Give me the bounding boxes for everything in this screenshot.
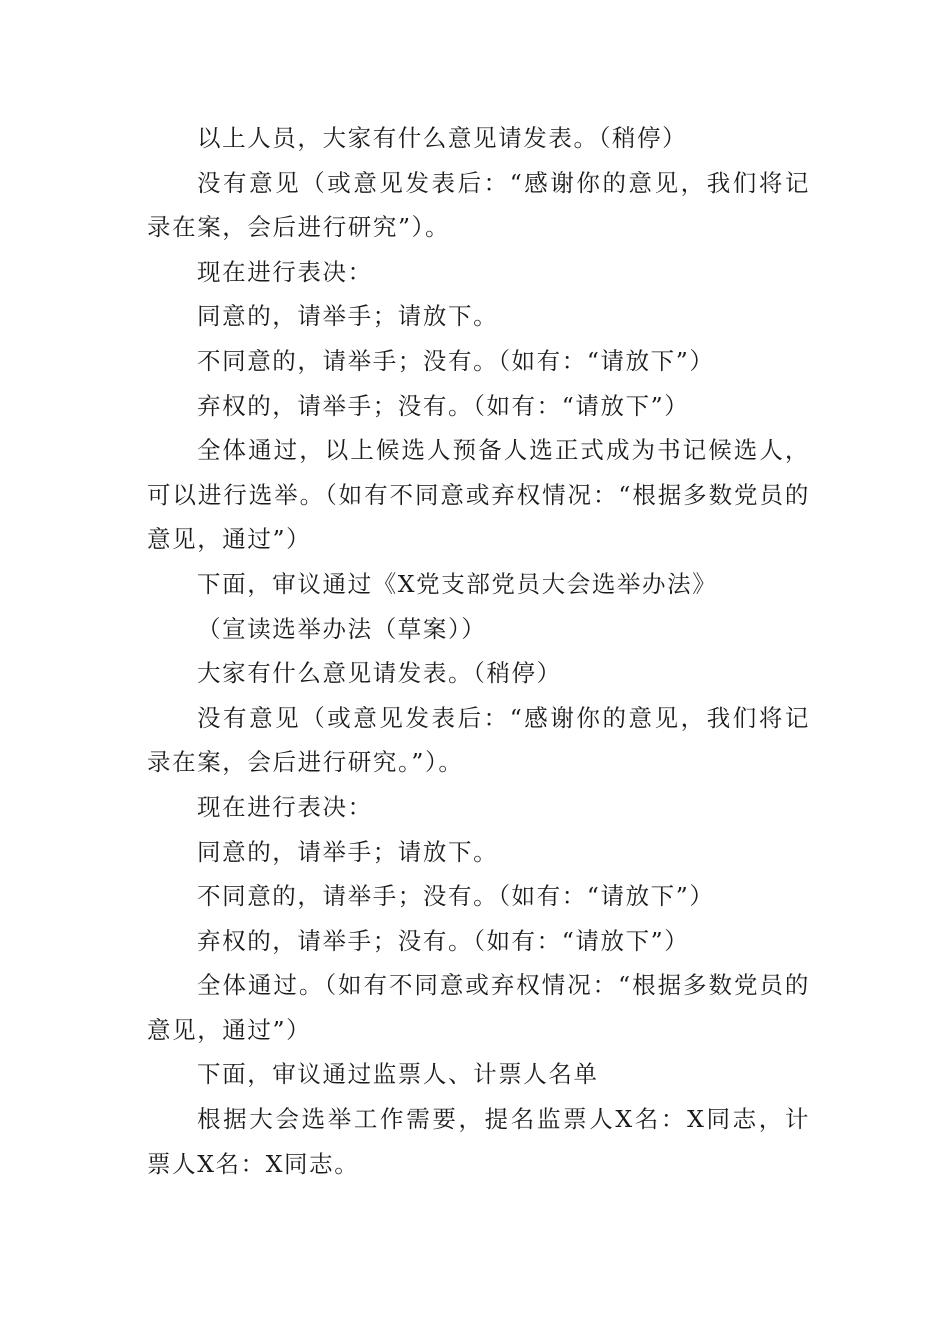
paragraph-vote-abstain: 弃权的，请举手；没有。（如有：“请放下”） (197, 391, 690, 420)
paragraph-vote-now-2: 现在进行表决： (197, 792, 373, 821)
paragraph-opinion-call: 以上人员，大家有什么意见请发表。（稍停） (197, 124, 688, 152)
paragraph-nominate-scrutineers: 根据大会选举工作需要，提名监票人X名：X同志，计票人X名：X同志。 (147, 1105, 810, 1178)
paragraph-read-draft: （宣读选举办法（草案）） (197, 614, 487, 643)
paragraph-vote-disagree-2: 不同意的，请举手；没有。（如有：“请放下”） (197, 882, 715, 911)
paragraph-vote-agree: 同意的，请举手；请放下。 (197, 302, 499, 331)
paragraph-vote-disagree: 不同意的，请举手；没有。（如有：“请放下”） (197, 346, 715, 375)
paragraph-vote-now: 现在进行表决： (197, 257, 373, 286)
paragraph-review-scrutineers: 下面，审议通过监票人、计票人名单 (197, 1060, 599, 1089)
paragraph-vote-abstain-2: 弃权的，请举手；没有。（如有：“请放下”） (197, 926, 690, 955)
document-body (147, 116, 810, 1186)
paragraph-no-opinion: 没有意见（或意见发表后：“感谢你的意见，我们将记录在案，会后进行研究”）。 (147, 168, 810, 242)
paragraph-review-election-method: 下面，审议通过《X党支部党员大会选举办法》 (197, 569, 718, 598)
paragraph-no-opinion-2: 没有意见（或意见发表后：“感谢你的意见，我们将记录在案，会后进行研究。”）。 (147, 703, 810, 777)
paragraph-passed-all: 全体通过。（如有不同意或弃权情况：“根据多数党员的意见，通过”） (147, 971, 810, 1044)
paragraph-opinion-call-2: 大家有什么意见请发表。（稍停） (197, 659, 562, 688)
paragraph-passed-candidates: 全体通过，以上候选人预备人选正式成为书记候选人，可以进行选举。（如有不同意或弃权情况：“根据多数党员的意见，通过”） (147, 436, 810, 554)
paragraph-vote-agree-2: 同意的，请举手；请放下。 (197, 837, 499, 866)
